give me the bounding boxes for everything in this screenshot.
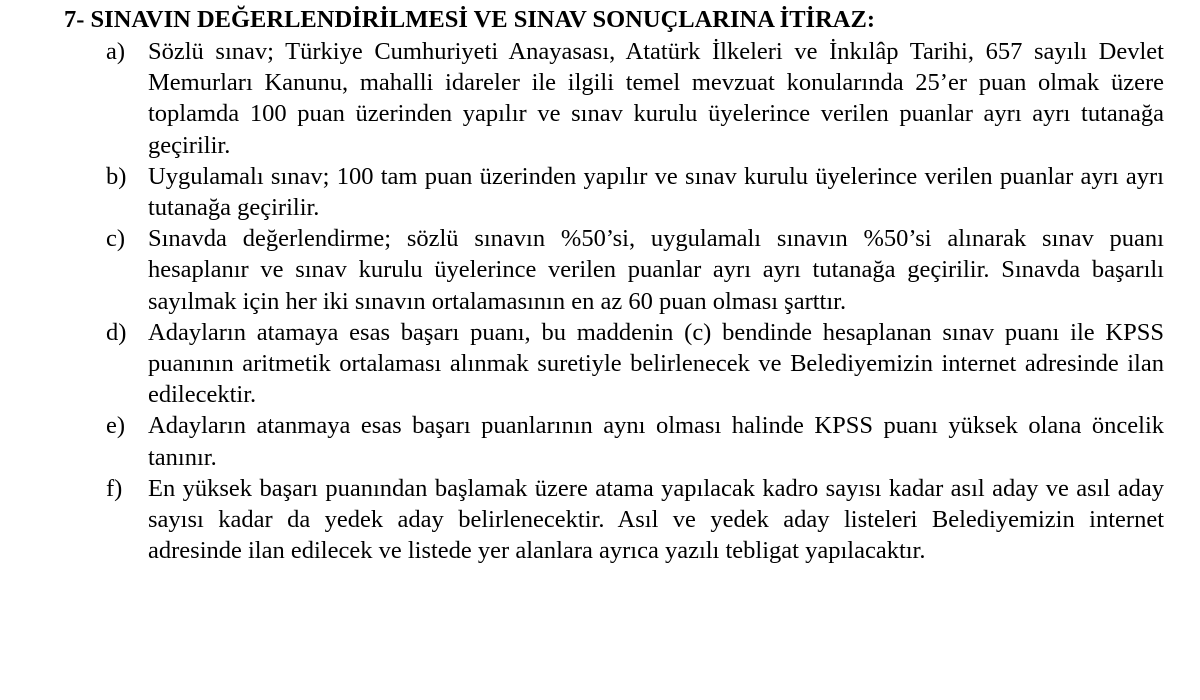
item-text: Adayların atanmaya esas başarı puanlarının aynı olması halinde KPSS puanı yüksek olana öncelik tanınır. xyxy=(148,412,1164,471)
item-text: Adayların atamaya esas başarı puanı, bu maddenin (c) bendinde hesaplanan sınav puanı ile KPSS puanının aritmetik ortalaması alınmak suretiyle belirlenecek ve Belediyemizin internet adresinde ilan edilecektir. xyxy=(148,318,1164,409)
item-text: Sözlü sınav; Türkiye Cumhuriyeti Anayasası, Atatürk İlkeleri ve İnkılâp Tarihi, 657 sayılı Devlet Memurları Kanunu, mahalli idareler ile ilgili temel mevzuat konularında 25’er puan olmak üzere toplamda 100 puan üzerinden yapılır ve sınav kurulu üyelerince verilen puanlar ayrı ayrı tutanağa geçirilir. xyxy=(148,38,1164,159)
item-letter: b) xyxy=(106,162,127,190)
item-letter: f) xyxy=(106,474,123,502)
list-item-b xyxy=(0,161,1200,223)
list-item-c xyxy=(0,223,1200,317)
list-item-a xyxy=(0,36,1200,161)
evaluation-list xyxy=(0,36,1200,566)
list-item-e xyxy=(0,410,1200,472)
section-title: 7- SINAVIN DEĞERLENDİRİLMESİ VE SINAV SONUÇLARINA İTİRAZ: xyxy=(64,6,875,33)
list-item-d xyxy=(0,317,1200,411)
item-letter: d) xyxy=(106,318,127,346)
item-text: En yüksek başarı puanından başlamak üzere atama yapılacak kadro sayısı kadar asıl aday ve asıl aday sayısı kadar da yedek aday belirlenecektir. Asıl ve yedek aday listeleri Belediyemizin internet adresinde ilan edilecek ve listede yer alanlara ayrıca yazılı tebligat yapılacaktır. xyxy=(148,474,1164,565)
list-item-f xyxy=(0,473,1200,567)
item-text: Sınavda değerlendirme; sözlü sınavın %50’si, uygulamalı sınavın %50’si alınarak sınav puanı hesaplanır ve sınav kurulu üyelerince verilen puanlar ayrı ayrı tutanağa geçirilir. Sınavda başarılı sayılmak için her iki sınavın ortalamasının en az 60 puan olması şarttır. xyxy=(148,225,1164,315)
item-letter: a) xyxy=(106,38,126,65)
item-letter: e) xyxy=(106,412,126,440)
item-letter: c) xyxy=(106,225,126,253)
item-text: Uygulamalı sınav; 100 tam puan üzerinden yapılır ve sınav kurulu üyelerince verilen puanlar ayrı ayrı tutanağa geçirilir. xyxy=(148,162,1164,222)
